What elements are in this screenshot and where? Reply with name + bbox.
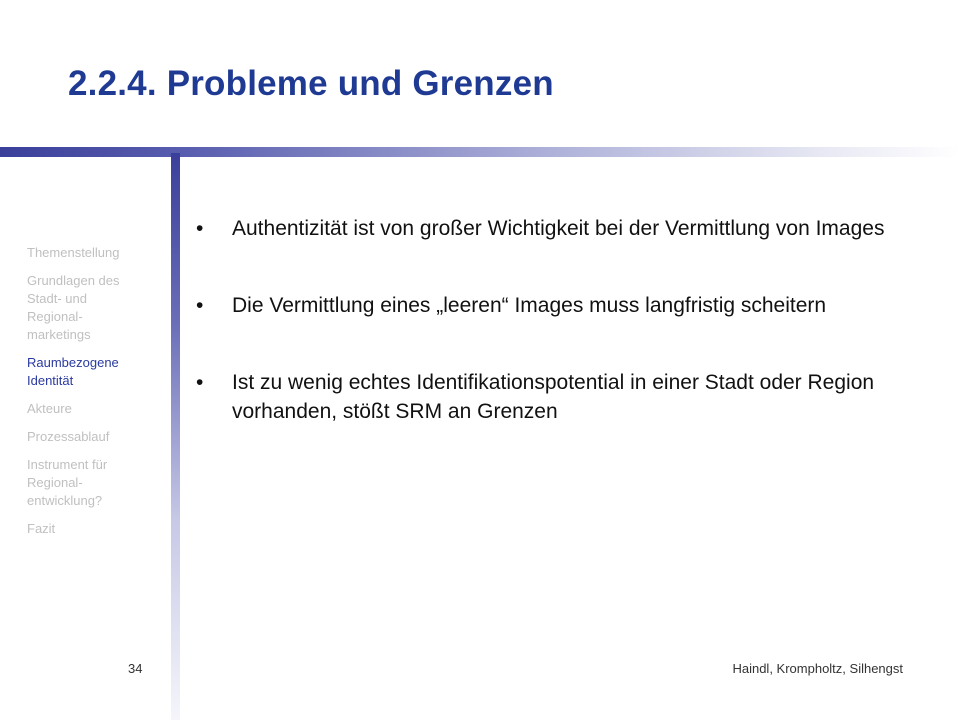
bullet-item	[196, 214, 916, 243]
sidebar-item-grundlagen[interactable]: Grundlagen des Stadt- und Regional- marketings	[27, 273, 120, 342]
footer-authors: Haindl, Krompholtz, Silhengst	[732, 661, 903, 676]
horizontal-divider	[0, 147, 960, 157]
bullet-dot: •	[196, 371, 204, 394]
bullet-list	[196, 214, 916, 474]
sidebar-item-fazit[interactable]: Fazit	[27, 521, 56, 536]
bullet-item	[196, 368, 916, 426]
sidebar-item-akteure[interactable]: Akteure	[27, 401, 72, 416]
vertical-divider	[171, 153, 180, 720]
sidebar-item-prozessablauf[interactable]: Prozessablauf	[27, 429, 110, 444]
bullet-dot: •	[196, 217, 204, 240]
bullet-item	[196, 291, 916, 320]
bullet-text: Ist zu wenig echtes Identifikationspotential in einer Stadt oder Region vorhanden, stößt SRM an Grenzen	[232, 371, 875, 423]
bullet-text: Authentizität ist von großer Wichtigkeit bei der Vermittlung von Images	[232, 217, 885, 240]
sidebar-nav	[27, 244, 167, 548]
bullet-text: Die Vermittlung eines „leeren“ Images muss langfristig scheitern	[232, 294, 827, 317]
sidebar-item-raumbezogene-identitaet[interactable]: Raumbezogene Identität	[27, 355, 119, 388]
sidebar-item-instrument[interactable]: Instrument für Regional- entwicklung?	[27, 457, 108, 508]
bullet-dot: •	[196, 294, 204, 317]
page-number: 34	[128, 661, 143, 676]
sidebar-item-themenstellung[interactable]: Themenstellung	[27, 245, 120, 260]
slide-title: 2.2.4. Probleme und Grenzen	[68, 64, 554, 103]
